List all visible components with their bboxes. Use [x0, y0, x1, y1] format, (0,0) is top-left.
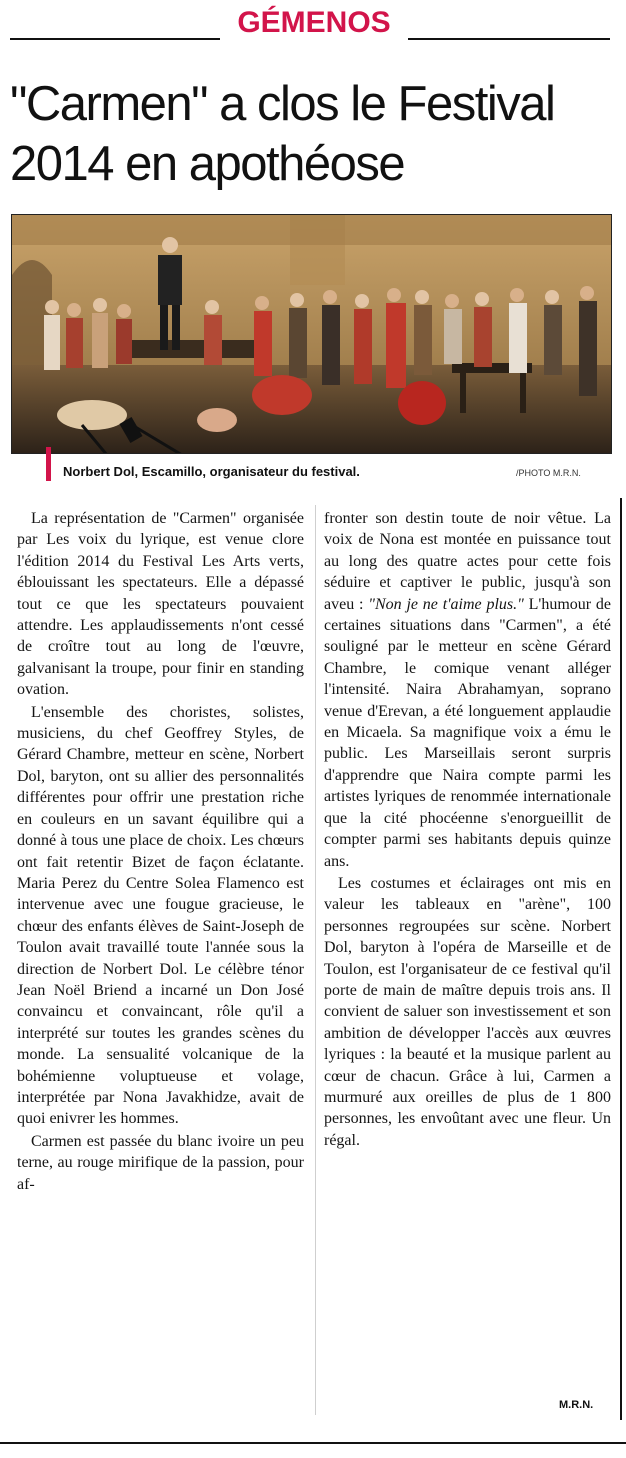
- right-border-rule: [620, 498, 622, 1420]
- paragraph: [324, 508, 611, 872]
- kicker-rule-right: [408, 38, 610, 40]
- paragraph-text: fronter son destin toute de noir vêtue. La voix de Nona est montée en puissance tout au long des quatre actes pour cette fois séduire et captiver le public, jusqu'à son aveu :: [324, 510, 611, 613]
- article-photo: [11, 214, 612, 454]
- opera-stage-illustration: [12, 215, 612, 454]
- paragraph: Les costumes et éclairages ont mis en valeur les tableaux en "arène", 100 personnes regroupées sur scène. Norbert Dol, baryton à l'opéra de Marseille et de Toulon, est l'organisateur de ce festival qu'il porte de main de maître depuis trois ans. Il convient de saluer son investissement et son ambition de développer l'accès aux œuvres lyriques : la beauté et la musique parlent au cœur de chacun. Grâce à lui, Carmen a murmuré aux oreilles de plus de 1 800 personnes, les envoûtant avec une fleur. Un régal.: [324, 874, 611, 1149]
- column-divider: [315, 505, 316, 1415]
- section-kicker: GÉMENOS: [237, 6, 391, 39]
- paragraph: Carmen est passée du blanc ivoire un peu terne, au rouge mirifique de la passion, pour af-: [17, 1132, 304, 1193]
- caption-accent-bar: [46, 447, 51, 481]
- article-headline: "Carmen" a clos le Festival 2014 en apothéose: [10, 77, 555, 191]
- quote-text: "Non je ne t'aime plus.": [368, 595, 524, 613]
- author-signature: M.R.N.: [559, 1399, 594, 1411]
- article-column-right: [324, 508, 611, 1151]
- kicker-rule-left: [10, 38, 220, 40]
- paragraph: L'ensemble des choristes, solistes, musiciens, du chef Geoffrey Styles, de Gérard Chambre, metteur en scène, Norbert Dol, baryton, ont su allier des personnalités différentes pour offrir une prestation riche en couleurs en un savant équilibre qui a donné à tous une place de choix. Les chœurs ont fait retentir Bizet de façon éclatante. Maria Perez du Centre Solea Flamenco est intervenue avec une fougue gracieuse, le chœur des enfants élèves de Saint-Joseph de Toulon avait travaillé toute l'année sous la direction de Norbert Dol. Le célèbre ténor Jean Noël Briend a incarné un Don José convaincu et convaincant, rôle qu'il a interprété sur toutes les grandes scènes du monde. La sensualité volcanique de la bohémienne voluptueuse et volage, interprétée par Nona Javakhidze, avait de quoi enivrer les hommes.: [17, 703, 304, 1128]
- article-column-left: [17, 508, 304, 1195]
- paragraph: La représentation de "Carmen" organisée par Les voix du lyrique, est venue clore l'édition 2014 du Festival Les Arts verts, éblouissant les spectateurs. Elle a dépassé tout ce que les spectateurs pouvaient attendre. Les applaudissements n'ont cessé de croître tout au long de l'œuvre, galvanisant la troupe, pour finir en standing ovation.: [17, 510, 304, 699]
- photo-caption: Norbert Dol, Escamillo, organisateur du festival.: [63, 464, 360, 479]
- bottom-rule: [0, 1442, 626, 1444]
- photo-credit: /PHOTO M.R.N.: [516, 468, 581, 478]
- paragraph-text: L'humour de certaines situations dans "Carmen", a été souligné par le metteur en scène Gérard Chambre, le comique venant alléger l'intensité. Naira Abrahamyan, soprano venue d'Erevan, a été longuement applaudie en Micaela. Sa magnifique voix a ému le public. Les Marseillais seront surpris d'apprendre que Naira compte parmi les artistes lyriques de renommée internationale que la cité phocéenne s'enorgueillit de compter parmi ses habitants depuis quinze ans.: [324, 595, 611, 870]
- section-header: [10, 6, 610, 42]
